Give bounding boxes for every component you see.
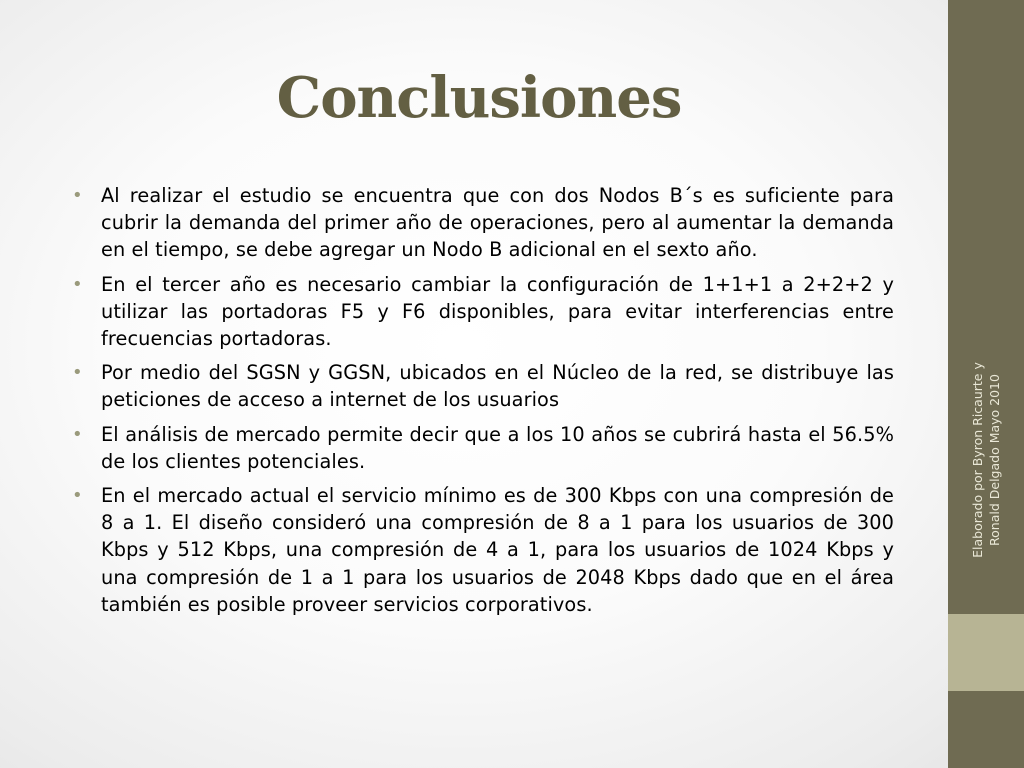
- bullet-text: En el tercer año es necesario cambiar la configuración de 1+1+1 a 2+2+2 y utilizar las portadoras F5 y F6 disponibles, para evitar interferencias entre frecuencias portadoras.: [101, 272, 894, 351]
- bullet-dot-icon: •: [72, 273, 83, 295]
- bullet-text: Por medio del SGSN y GGSN, ubicados en el Núcleo de la red, se distribuye las peticiones de acceso a internet de los usuarios: [101, 361, 894, 412]
- author-credit-line-1: Elaborado por Byron Ricaurte y: [970, 362, 985, 558]
- bullet-dot-icon: •: [72, 185, 83, 206]
- bullet-item: [72, 482, 894, 618]
- bullet-item: [72, 271, 894, 353]
- bullet-text: En el mercado actual el servicio mínimo es de 300 Kbps con una compresión de 8 a 1. El diseño consideró una compresión de 8 a 1 para los usuarios de 300 Kbps y 512 Kbps, una compresión de 4 a 1, para los usuarios de 1024 Kbps y una compresión de 1 a 1 para los usuarios de 2048 Kbps dado que en el área también es posible proveer servicios corporativos.: [101, 484, 894, 616]
- bullet-item: [72, 359, 894, 413]
- side-band-accent: [948, 614, 1024, 691]
- bullet-dot-icon: •: [72, 362, 83, 384]
- bullet-item: [72, 182, 894, 264]
- bullet-item: [72, 421, 894, 475]
- author-credit-line-2: Ronald Delgado Mayo 2010: [987, 374, 1002, 546]
- author-credit: [969, 340, 1003, 580]
- bullet-dot-icon: •: [72, 485, 83, 507]
- bullet-dot-icon: •: [72, 423, 83, 445]
- bullet-text: El análisis de mercado permite decir que a los 10 años se cubrirá hasta el 56.5% de los clientes potenciales.: [101, 422, 894, 473]
- conclusions-bullet-list: [72, 182, 894, 625]
- slide-title: Conclusiones: [276, 65, 682, 131]
- bullet-text: Al realizar el estudio se encuentra que con dos Nodos B´s es suficiente para cubrir la demanda del primer año de operaciones, pero al aumentar la demanda en el tiempo, se debe agregar un Nodo B adicional en el sexto año.: [101, 184, 894, 262]
